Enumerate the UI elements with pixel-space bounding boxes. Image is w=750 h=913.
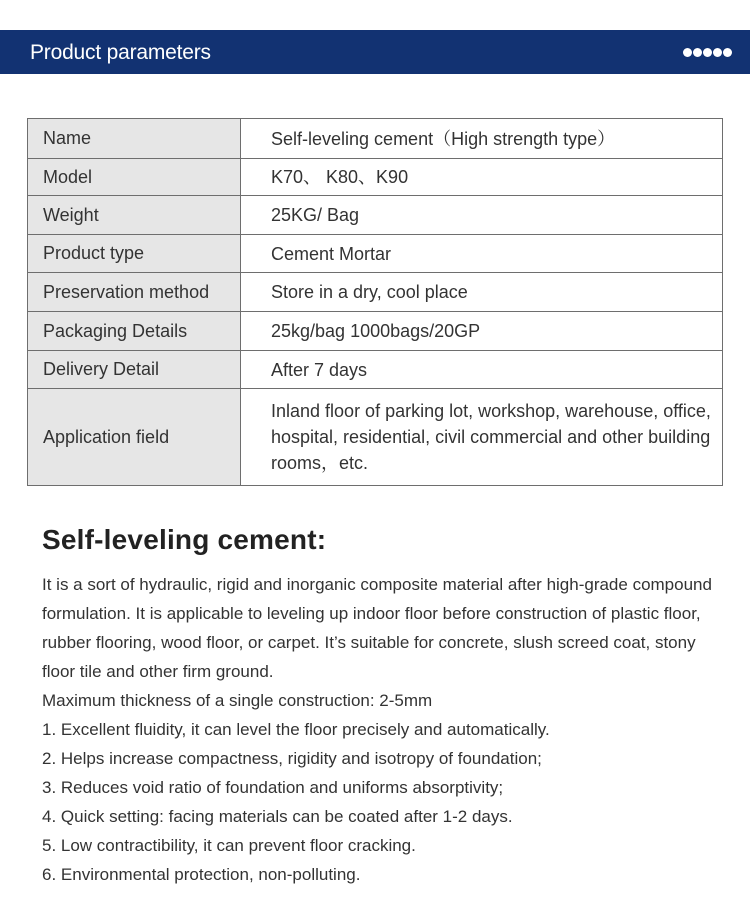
table-row <box>28 119 723 159</box>
description-block <box>42 570 732 889</box>
description-paragraph: It is a sort of hydraulic, rigid and inorganic composite material after high-grade compound formulation. It is applicable to leveling up indoor floor before construction of plastic floor, rubber flooring, wood floor, or carpet. It’s suitable for concrete, slush screed coat, stony floor tile and other firm ground. <box>42 575 712 681</box>
five-dots-icon <box>683 48 732 58</box>
param-label: Weight <box>28 196 241 235</box>
product-parameters-table <box>27 118 723 486</box>
header-bar <box>0 30 750 74</box>
list-item: 3. Reduces void ratio of foundation and uniforms absorptivity; <box>42 778 504 797</box>
param-label: Name <box>28 119 241 159</box>
dot-icon <box>703 48 712 57</box>
list-item: 4. Quick setting: facing materials can be coated after 1-2 days. <box>42 807 513 826</box>
param-value: Inland floor of parking lot, workshop, warehouse, office, hospital, residential, civil commercial and other building rooms，etc. <box>241 389 723 486</box>
param-value: Store in a dry, cool place <box>241 273 723 312</box>
param-value: After 7 days <box>241 351 723 389</box>
param-value: Cement Mortar <box>241 235 723 273</box>
table-row <box>28 273 723 312</box>
param-value: Self-leveling cement（High strength type） <box>241 119 723 159</box>
table-row <box>28 196 723 235</box>
dot-icon <box>693 48 702 57</box>
list-item: 6. Environmental protection, non-polluting. <box>42 865 361 884</box>
param-label: Preservation method <box>28 273 241 312</box>
dot-icon <box>723 48 732 57</box>
table-row <box>28 235 723 273</box>
header-title: Product parameters <box>30 41 211 64</box>
table-row <box>28 312 723 351</box>
table-row <box>28 351 723 389</box>
list-item: 1. Excellent fluidity, it can level the floor precisely and automatically. <box>42 720 550 739</box>
table-row <box>28 389 723 486</box>
dot-icon <box>683 48 692 57</box>
param-label: Model <box>28 159 241 196</box>
param-label: Product type <box>28 235 241 273</box>
param-value: K70、 K80、K90 <box>241 159 723 196</box>
thickness-text: Maximum thickness of a single construction: 2-5mm <box>42 691 433 710</box>
param-label: Application field <box>28 389 241 486</box>
section-title: Self-leveling cement: <box>42 524 327 555</box>
param-label: Packaging Details <box>28 312 241 351</box>
feature-list <box>42 715 732 889</box>
dot-icon <box>713 48 722 57</box>
param-label: Delivery Detail <box>28 351 241 389</box>
list-item: 2. Helps increase compactness, rigidity and isotropy of foundation; <box>42 749 542 768</box>
param-value: 25KG/ Bag <box>241 196 723 235</box>
table-row <box>28 159 723 196</box>
list-item: 5. Low contractibility, it can prevent floor cracking. <box>42 836 416 855</box>
param-value: 25kg/bag 1000bags/20GP <box>241 312 723 351</box>
